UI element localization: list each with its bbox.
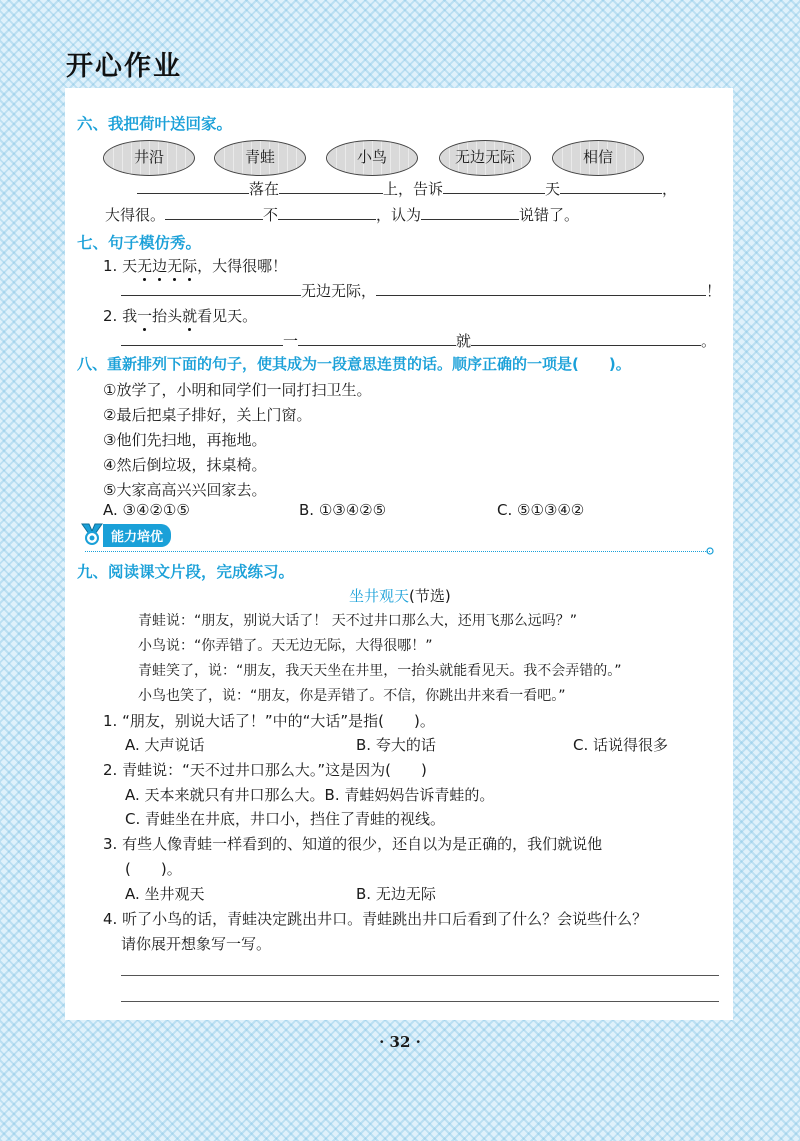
q2-options-ab[interactable]: A. 天本来就只有井口那么大。B. 青蛙妈妈告诉青蛙的。 [125, 786, 495, 804]
emphasis-char: 际 [182, 257, 198, 275]
blank[interactable] [165, 205, 263, 220]
q3-answer-paren[interactable]: ( )。 [125, 860, 182, 878]
list-item: ①放学了，小明和同学们一同打扫卫生。 [103, 381, 372, 399]
text: 无边无际， [301, 282, 377, 300]
section-6-heading: 六、我把荷叶送回家。 [77, 115, 233, 133]
blank[interactable] [421, 205, 519, 220]
text: 我 [122, 307, 138, 325]
blank[interactable] [278, 205, 376, 220]
blank[interactable] [121, 331, 283, 346]
blank[interactable] [298, 331, 456, 346]
question-4: 4. 听了小鸟的话，青蛙决定跳出井口。青蛙跳出井口后看到了什么？会说些什么？ [103, 910, 648, 928]
page-number: · 32 · [379, 1033, 421, 1051]
answer-line[interactable] [121, 1001, 719, 1002]
passage-line: 小鸟说：“你弄错了。天无边无际，大得很哪！” [138, 638, 433, 654]
emphasis-char: 无 [137, 257, 153, 275]
blank[interactable] [279, 179, 383, 194]
text: ，认为 [376, 206, 422, 224]
passage-subtitle: (节选) [409, 587, 451, 605]
question-1: 1. “朋友，别说大话了！”中的“大话”是指( )。 [103, 712, 435, 730]
q2-option-c[interactable]: C. 青蛙坐在井底，井口小，挡住了青蛙的视线。 [125, 810, 446, 828]
lotus-leaf[interactable]: 小鸟 [326, 140, 418, 176]
fill-line-2 [105, 204, 579, 225]
blank[interactable] [137, 179, 249, 194]
text: 天 [122, 257, 138, 275]
imitation-line-2 [121, 330, 716, 351]
list-item: ⑤大家高高兴兴回家去。 [103, 481, 267, 499]
passage-line: 青蛙笑了，说：“朋友，我天天坐在井里，一抬头就能看见天。我不会弄错的。” [138, 663, 622, 679]
imitation-line-1 [121, 280, 721, 301]
list-item: ④然后倒垃圾，抹桌椅。 [103, 456, 267, 474]
dotted-divider [85, 551, 710, 552]
passage-line: 青蛙说：“朋友，别说大话了！ 天不过井口那么大，还用飞那么远吗？” [138, 613, 577, 629]
q1-option-a[interactable]: A. 大声说话 [125, 736, 205, 754]
text: 。 [701, 332, 717, 350]
fill-line-1 [137, 178, 677, 199]
passage-title-text: 坐井观天 [349, 587, 410, 605]
lotus-leaf[interactable]: 相信 [552, 140, 644, 176]
text: 落在 [249, 180, 280, 198]
example-sentence-1 [103, 255, 287, 276]
text: 不 [263, 206, 279, 224]
example-sentence-2 [103, 305, 257, 326]
text: 1. [103, 257, 118, 275]
answer-line[interactable] [121, 975, 719, 976]
q3-option-b[interactable]: B. 无边无际 [356, 885, 436, 903]
q3-option-a[interactable]: A. 坐井观天 [125, 885, 205, 903]
question-2: 2. 青蛙说：“天不过井口那么大。”这是因为( ) [103, 761, 427, 779]
passage-line: 小鸟也笑了，说：“朋友，你是弄错了。不信，你跳出井来看一看吧。” [138, 688, 566, 704]
list-item: ②最后把桌子排好，关上门窗。 [103, 406, 312, 424]
section-7-heading: 七、句子模仿秀。 [77, 234, 202, 252]
lotus-leaf[interactable]: 青蛙 [214, 140, 306, 176]
q1-option-b[interactable]: B. 夸大的话 [356, 736, 436, 754]
page-title: 开心作业 [66, 51, 182, 82]
blank[interactable] [376, 281, 706, 296]
option-b[interactable]: B. ①③④②⑤ [299, 501, 387, 519]
worksheet [65, 88, 733, 1020]
medal-icon [79, 522, 105, 546]
text: 说错了。 [519, 206, 580, 224]
text: 天 [545, 180, 561, 198]
text: 一 [283, 332, 299, 350]
passage-title [349, 585, 451, 606]
text: 大得很。 [105, 206, 166, 224]
blank[interactable] [443, 179, 545, 194]
emphasis-char: 边 [152, 257, 168, 275]
section-8-heading: 八、重新排列下面的句子，使其成为一段意思连贯的话。顺序正确的一项是( )。 [77, 355, 631, 373]
option-a[interactable]: A. ③④②①⑤ [103, 501, 190, 519]
divider-end-icon [706, 547, 714, 555]
text: 就 [456, 332, 472, 350]
text: ！ [706, 282, 722, 300]
question-4-line-2: 请你展开想象写一写。 [121, 935, 272, 953]
question-3: 3. 有些人像青蛙一样看到的、知道的很少，还自以为是正确的，我们就说他 [103, 835, 603, 853]
text: ， [662, 180, 678, 198]
blank[interactable] [560, 179, 662, 194]
blank[interactable] [121, 281, 301, 296]
lotus-leaf[interactable]: 无边无际 [439, 140, 531, 176]
list-item: ③他们先扫地，再拖地。 [103, 431, 267, 449]
q1-option-c[interactable]: C. 话说得很多 [573, 736, 669, 754]
text: 2. [103, 307, 118, 325]
text: 上，告诉 [383, 180, 444, 198]
section-9-heading: 九、阅读课文片段，完成练习。 [77, 563, 295, 581]
blank[interactable] [471, 331, 701, 346]
lotus-leaf[interactable]: 井沿 [103, 140, 195, 176]
emphasis-char: 就 [182, 307, 198, 325]
text: ，大得很哪！ [197, 257, 288, 275]
text: 看见天。 [197, 307, 258, 325]
emphasis-char: 一 [137, 307, 153, 325]
emphasis-char: 无 [167, 257, 183, 275]
banner-label: 能力培优 [103, 524, 171, 547]
text: 抬头 [152, 307, 183, 325]
option-c[interactable]: C. ⑤①③④② [497, 501, 585, 519]
